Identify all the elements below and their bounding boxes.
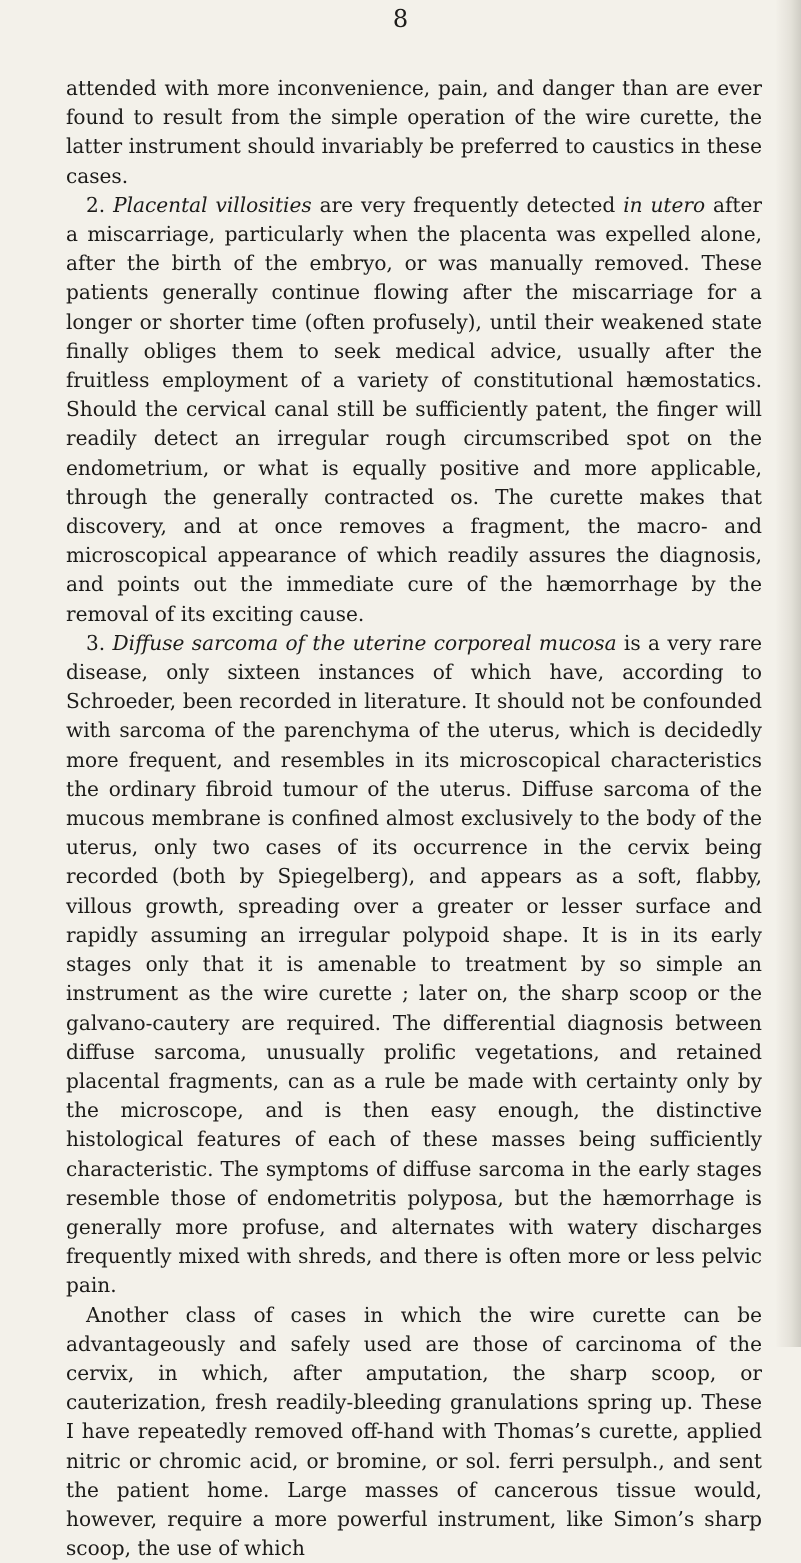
paragraph-number: 3. — [86, 630, 106, 655]
paragraph-text: after a miscarriage, particularly when the placenta was expelled alone, after the birth of the embryo, or was manually removed. These patients generally continue flowing after the miscarriage for a longer or shorter time (often profusely), until their weakened state finally obliges them to seek medical advice, usually after the fruitless employment of a variety of constitutional hæmostatics. Should the cervical canal still be sufficiently patent, the finger will readily detect an irregular rough circumscribed spot on the endometrium, or what is equally positive and more applicable, through the generally contracted os. The curette makes that discovery, and at once removes a fragment, the macro- and microscopical appearance of which readily assures the diagnosis, and points out the immediate cure of the hæmorrhage by the removal of its exciting cause. — [66, 192, 762, 626]
page-edge-shadow — [775, 0, 801, 1347]
paragraph-text: are very frequently detected — [311, 192, 624, 217]
paragraph-continuation: attended with more inconvenience, pain, and danger than are ever found to result from the simple operation of the wire curette, the latter instrument should invariably be preferred to caustics in these cases. — [66, 76, 762, 188]
paragraph-heading: Diffuse sarcoma of the uterine corporeal mucosa — [112, 630, 617, 655]
page-number: 8 — [392, 5, 409, 33]
body-text — [66, 74, 762, 1563]
paragraph-carcinoma: Another class of cases in which the wire curette can be advantageously and safely used are those of carcinoma of the cervix, in which, after amputation, the sharp scoop, or cauterization, fresh readily-bleeding granulations spring up. These I have repeatedly removed off-hand with Thomas’s curette, applied nitric or chromic acid, or bromine, or sol. ferri persulph., and sent the patient home. Large masses of cancerous tissue would, however, require a more powerful instrument, like Simon’s sharp scoop, the use of which — [66, 1302, 762, 1561]
paragraph-heading: Placental villosities — [113, 192, 312, 217]
paragraph-text: is a very rare disease, only sixteen instances of which have, according to Schroeder, been recorded in literature. It should not be confounded with sarcoma of the parenchyma of the uterus, which is decidedly more frequent, and resembles in its microscopical characteristics the ordinary fibroid tumour of the uterus. Diffuse sarcoma of the mucous membrane is confined almost exclusively to the body of the uterus, only two cases of its occurrence in the cervix being recorded (both by Spiegelberg), and appears as a soft, flabby, villous growth, spreading over a greater or lesser surface and rapidly assuming an irregular polypoid shape. It is in its early stages only that it is amenable to treatment by so simple an instrument as the wire curette ; later on, the sharp scoop or the galvano-cautery are required. The differential diagnosis between diffuse sarcoma, unusually prolific vegetations, and retained placental fragments, can as a rule be made with certainty only by the microscope, and is then easy enough, the distinctive histological features of each of these masses being sufficiently characteristic. The symptoms of diffuse sarcoma in the early stages resemble those of endometritis polyposa, but the hæmorrhage is generally more profuse, and alternates with watery discharges frequently mixed with shreds, and there is often more or less pelvic pain. — [66, 630, 762, 1298]
paragraph-placental-villosities — [66, 191, 762, 629]
emphasis-in-utero: in utero — [623, 192, 706, 217]
paragraph-number: 2. — [86, 192, 106, 217]
paragraph-diffuse-sarcoma — [66, 629, 762, 1301]
